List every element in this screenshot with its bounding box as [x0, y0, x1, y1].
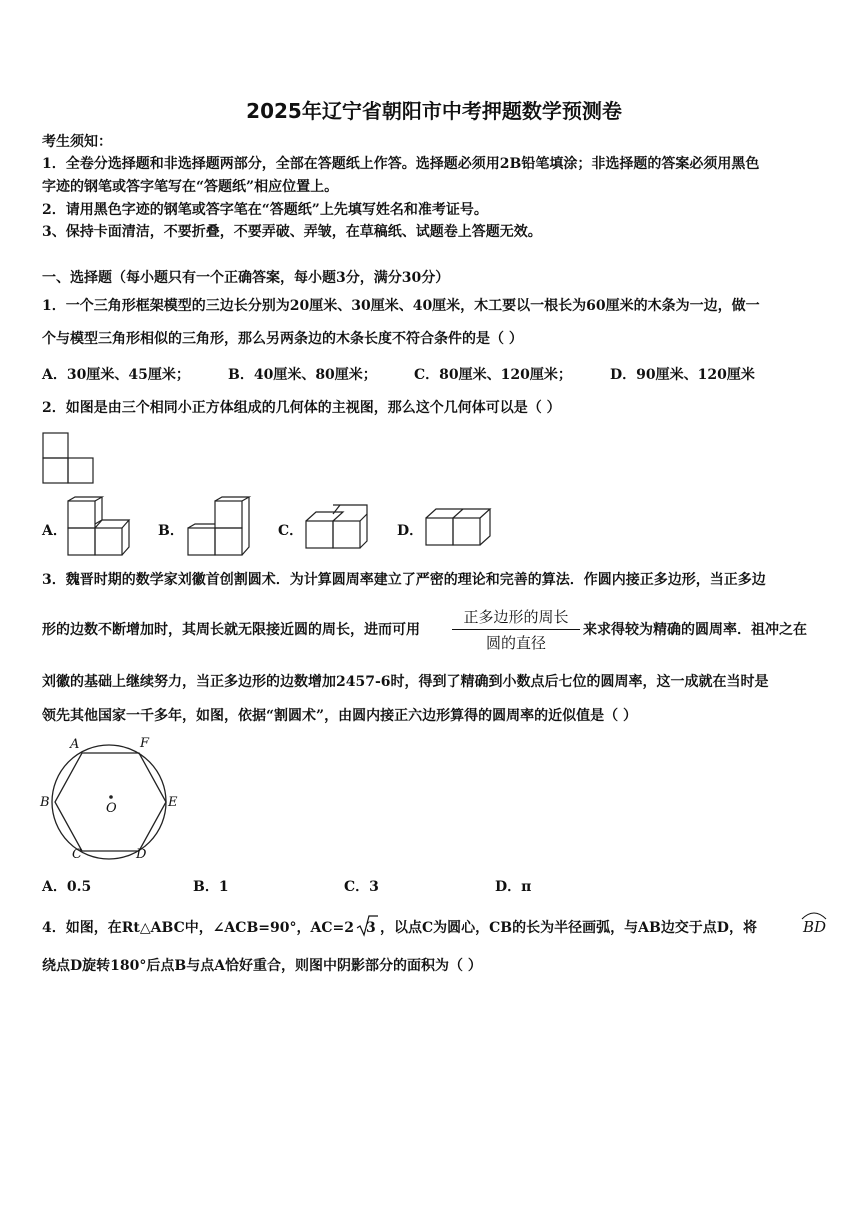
- q2-option-b-figure: [186, 496, 252, 558]
- hex-label-b: B: [40, 795, 50, 810]
- notice-item-2: 2．请用黑色字迹的钢笔或答字笔在“答题纸”上先填写姓名和准考证号。: [42, 202, 488, 218]
- q2-option-a-figure: [66, 496, 132, 558]
- q1-option-d: D．90厘米、120厘米: [610, 367, 755, 383]
- q3-fraction-denominator: 圆的直径: [452, 629, 580, 653]
- q3-line1: 3．魏晋时期的数学家刘徽首创割圆术．为计算圆周率建立了严密的理论和完善的算法．作圆内接正多边形，当正多边: [42, 572, 766, 588]
- notice-heading: 考生须知：: [42, 134, 112, 150]
- q3-line2-part1: 形的边数不断增加时，其周长就无限接近圆的周长，进而可用: [42, 622, 420, 638]
- q1-option-c: C．80厘米、120厘米；: [414, 367, 572, 383]
- notice-item-1-cont: 字迹的钢笔或答字笔写在“答题纸”相应位置上。: [42, 179, 339, 195]
- q4-line2: 绕点D旋转180°后点B与点A恰好重合，则图中阴影部分的面积为（ ）: [42, 958, 482, 974]
- q2-label-c: C．: [278, 523, 304, 539]
- q3-line4: 领先其他国家一千多年，如图，依据“割圆术”，由圆内接正六边形算得的圆周率的近似值是（ ）: [42, 708, 637, 724]
- q3-line3: 刘徽的基础上继续努力，当正多边形的边数增加2457-6时，得到了精确到小数点后七位的圆周率，这一成就在当时是: [42, 674, 769, 690]
- q4-line1-part2: ，以点C为圆心，CB的长为半径画弧，与AB边交于点D，将: [380, 920, 757, 936]
- hex-label-a: A: [70, 737, 80, 752]
- hex-label-d: D: [136, 847, 147, 862]
- q3-option-b: B．1: [193, 879, 229, 895]
- hex-label-o: O: [106, 801, 117, 816]
- hex-label-f: F: [140, 736, 150, 751]
- q3-option-d: D．π: [495, 879, 532, 895]
- hex-label-e: E: [168, 795, 178, 810]
- section-heading: 一、选择题（每小题只有一个正确答案，每小题3分，满分30分）: [42, 270, 450, 286]
- q2-option-c-figure: [304, 504, 370, 552]
- q3-option-a: A．0.5: [42, 879, 92, 895]
- notice-item-3: 3、保持卡面清洁，不要折叠，不要弄破、弄皱，在草稿纸、试题卷上答题无效。: [42, 224, 542, 240]
- q1-option-b: B．40厘米、80厘米；: [228, 367, 377, 383]
- notice-item-1: 1．全卷分选择题和非选择题两部分，全部在答题纸上作答。选择题必须用2B铅笔填涂；非选择题的答案必须用黑色: [42, 156, 760, 172]
- q2-label-a: A．: [42, 523, 67, 539]
- q2-option-d-figure: [424, 506, 494, 550]
- q3-line2-part2: 来求得较为精确的圆周率．祖冲之在: [583, 622, 807, 638]
- q1-line2: 个与模型三角形相似的三角形，那么另两条边的木条长度不符合条件的是（ ）: [42, 331, 523, 347]
- q2-front-view-figure: [42, 432, 98, 486]
- q1-line1: 1．一个三角形框架模型的三边长分别为20厘米、30厘米、40厘米，木工要以一根长为60厘米的木条为一边，做一: [42, 298, 760, 314]
- q3-fraction: [452, 606, 580, 653]
- q4-arc-bd: BD: [803, 918, 827, 936]
- q4-line1-part1: 4．如图，在Rt△ABC中，∠ACB=90°，AC=2: [42, 920, 354, 936]
- q3-fraction-numerator: 正多边形的周长: [463, 608, 569, 626]
- q3-option-c: C．3: [344, 879, 379, 895]
- exam-title: 2025年辽宁省朝阳市中考押题数学预测卷: [246, 99, 622, 123]
- q4-sqrt-radicand: 3: [366, 920, 376, 936]
- q3-hexagon-figure: [36, 734, 186, 862]
- q2-line1: 2．如图是由三个相同小正方体组成的几何体的主视图，那么这个几何体可以是（ ）: [42, 400, 561, 416]
- q1-option-a: A．30厘米、45厘米；: [42, 367, 190, 383]
- hex-label-c: C: [72, 847, 82, 862]
- q2-label-b: B．: [158, 523, 184, 539]
- q2-label-d: D．: [397, 523, 424, 539]
